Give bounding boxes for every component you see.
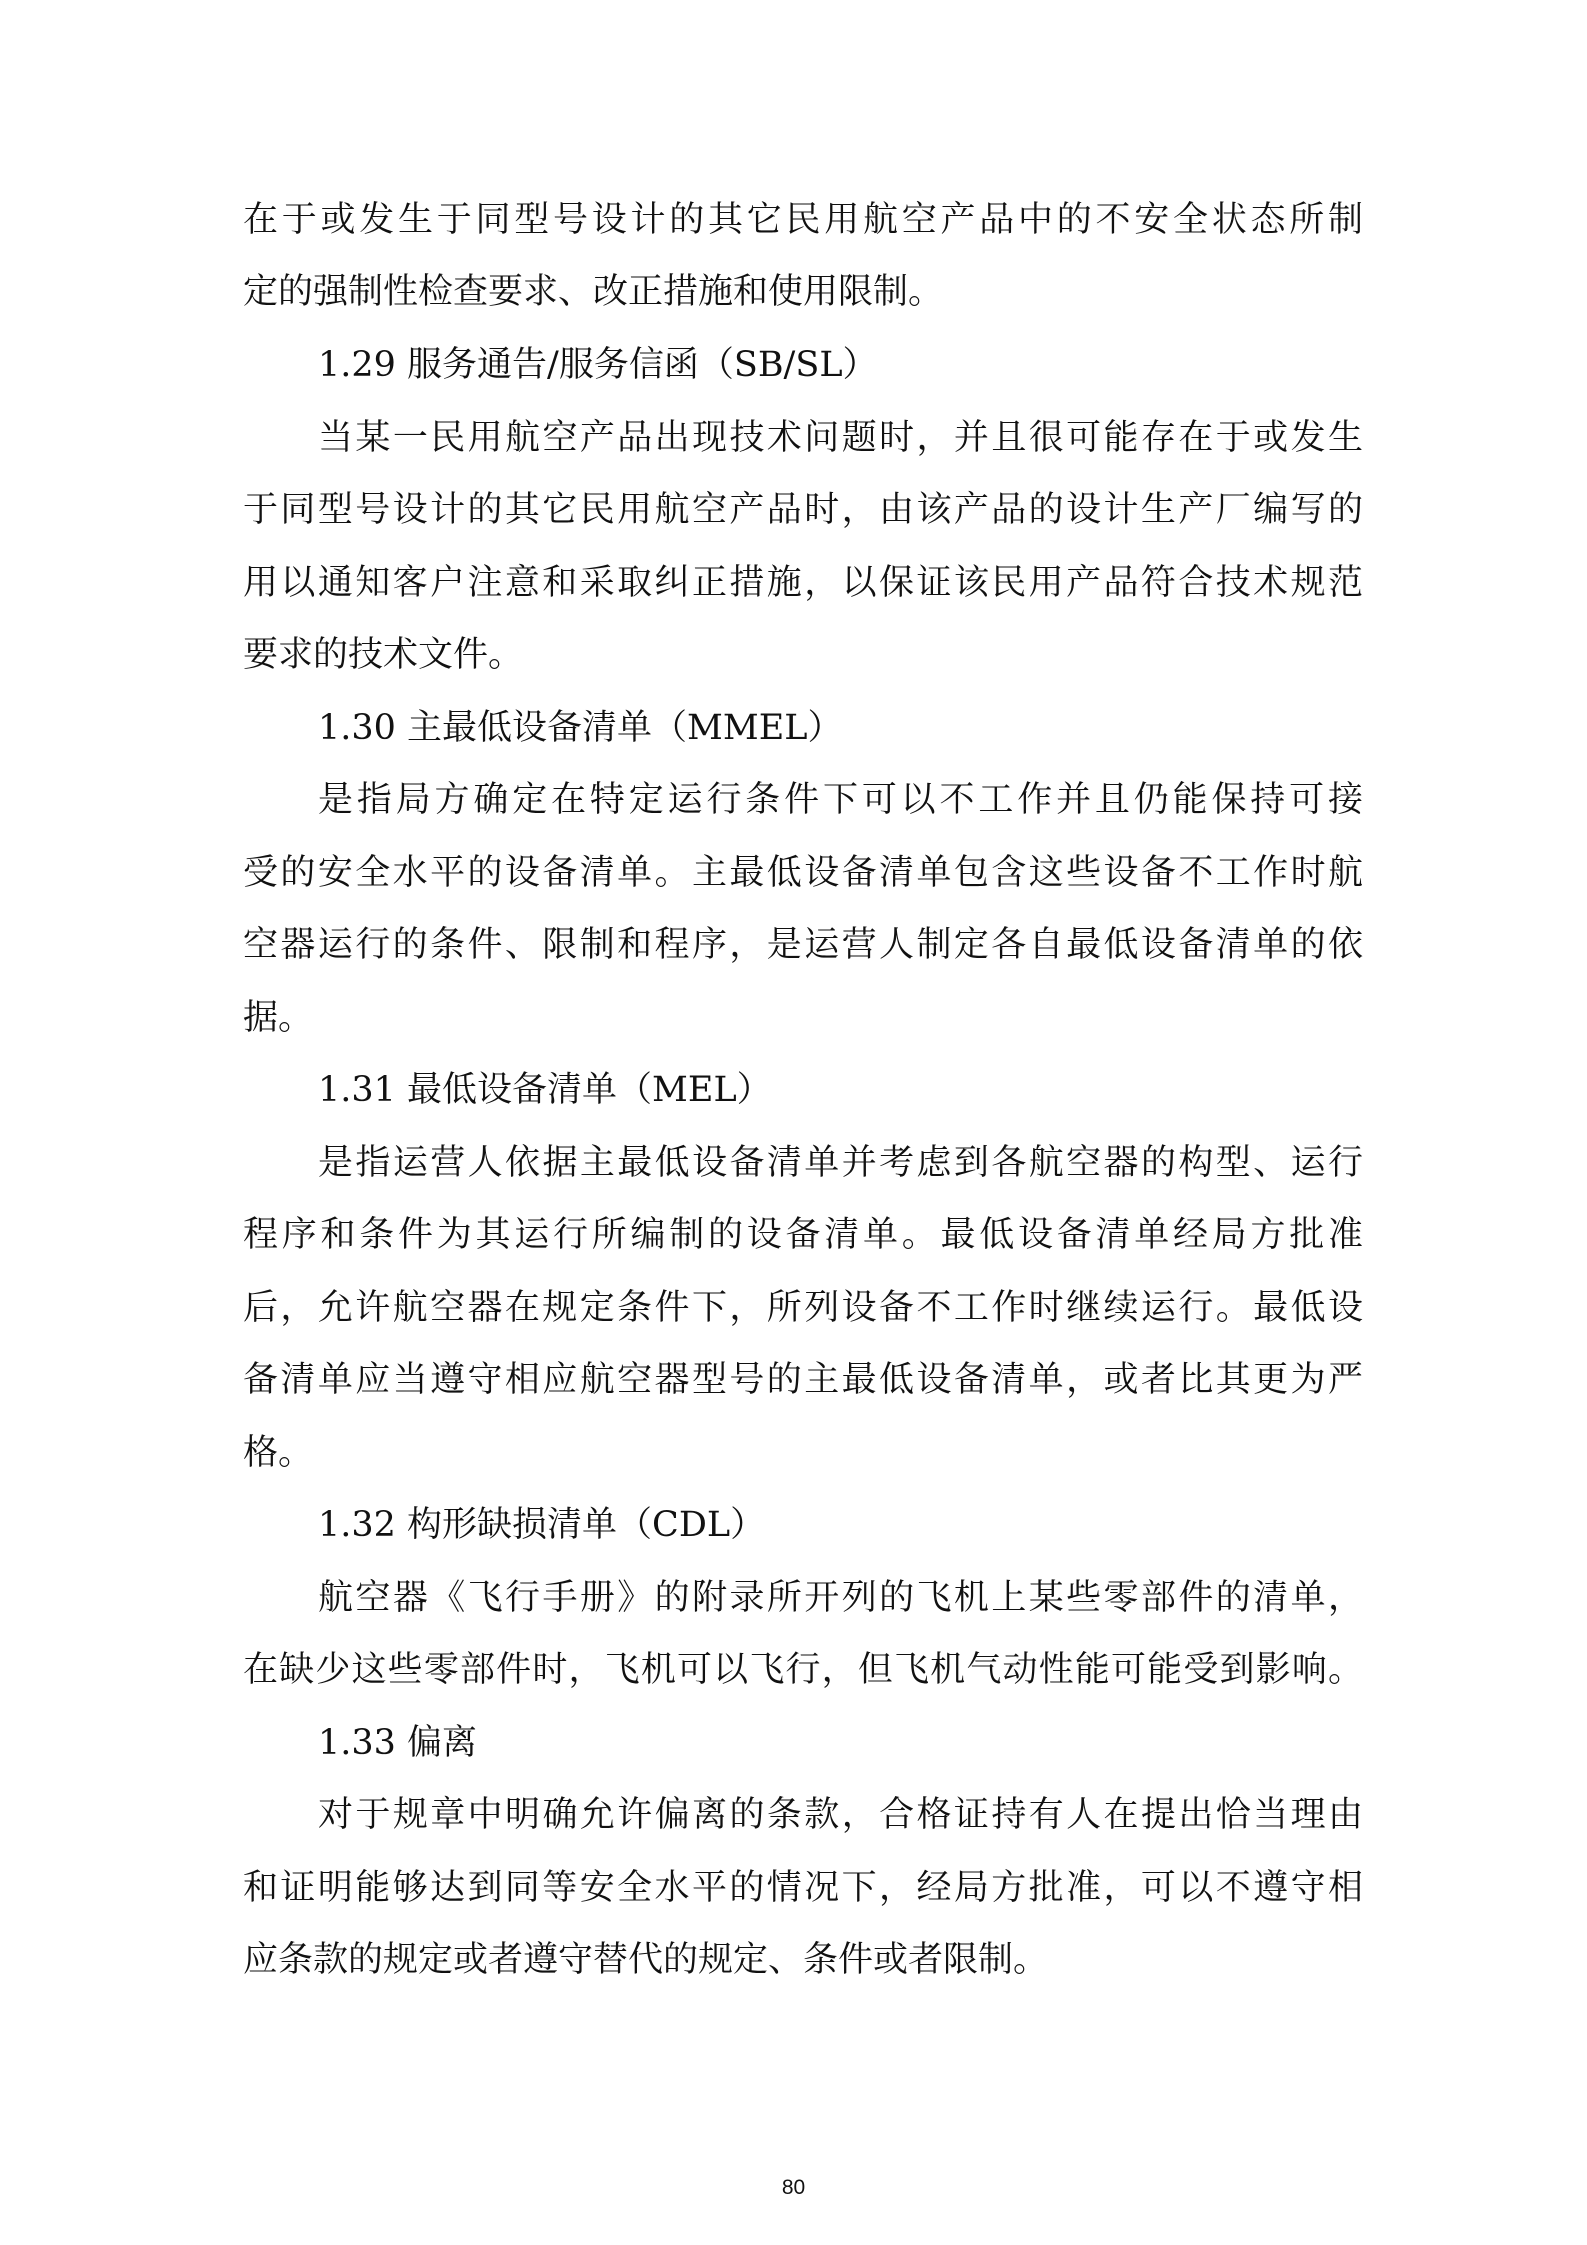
paragraph-line: 备清单应当遵守相应航空器型号的主最低设备清单，或者比其更为严 <box>243 1360 1363 1400</box>
section-heading-1-29: 1.29 服务通告/服务信函（SB/SL） <box>318 345 878 385</box>
section-heading-1-32: 1.32 构形缺损清单（CDL） <box>318 1505 766 1545</box>
paragraph-line: 据。 <box>243 998 314 1038</box>
paragraph-line: 于同型号设计的其它民用航空产品时，由该产品的设计生产厂编写的 <box>243 490 1363 530</box>
page-number: 80 <box>781 2176 806 2199</box>
paragraph-line: 在于或发生于同型号设计的其它民用航空产品中的不安全状态所制 <box>243 200 1363 240</box>
paragraph-line: 受的安全水平的设备清单。主最低设备清单包含这些设备不工作时航 <box>243 853 1363 893</box>
paragraph-line: 在缺少这些零部件时，飞机可以飞行，但飞机气动性能可能受到影响。 <box>243 1650 1363 1690</box>
paragraph-line: 格。 <box>243 1433 314 1473</box>
paragraph-line: 航空器《飞行手册》的附录所开列的飞机上某些零部件的清单， <box>318 1578 1363 1618</box>
paragraph-line: 空器运行的条件、限制和程序，是运营人制定各自最低设备清单的依 <box>243 925 1363 965</box>
paragraph-line: 定的强制性检查要求、改正措施和使用限制。 <box>243 272 944 312</box>
paragraph-line: 应条款的规定或者遵守替代的规定、条件或者限制。 <box>243 1940 1049 1980</box>
paragraph-line: 程序和条件为其运行所编制的设备清单。最低设备清单经局方批准 <box>243 1215 1363 1255</box>
paragraph-line: 用以通知客户注意和采取纠正措施，以保证该民用产品符合技术规范 <box>243 563 1363 603</box>
paragraph-line: 是指运营人依据主最低设备清单并考虑到各航空器的构型、运行 <box>318 1143 1363 1183</box>
paragraph-line: 后，允许航空器在规定条件下，所列设备不工作时继续运行。最低设 <box>243 1288 1363 1328</box>
paragraph-line: 当某一民用航空产品出现技术问题时，并且很可能存在于或发生 <box>318 418 1363 458</box>
paragraph-line: 是指局方确定在特定运行条件下可以不工作并且仍能保持可接 <box>318 780 1363 820</box>
section-heading-1-31: 1.31 最低设备清单（MEL） <box>318 1070 772 1110</box>
paragraph-line: 和证明能够达到同等安全水平的情况下，经局方批准，可以不遵守相 <box>243 1868 1363 1908</box>
paragraph-line: 对于规章中明确允许偏离的条款，合格证持有人在提出恰当理由 <box>318 1795 1363 1835</box>
section-heading-1-33: 1.33 偏离 <box>318 1723 478 1763</box>
section-heading-1-30: 1.30 主最低设备清单（MMEL） <box>318 708 843 748</box>
paragraph-line: 要求的技术文件。 <box>243 635 524 675</box>
